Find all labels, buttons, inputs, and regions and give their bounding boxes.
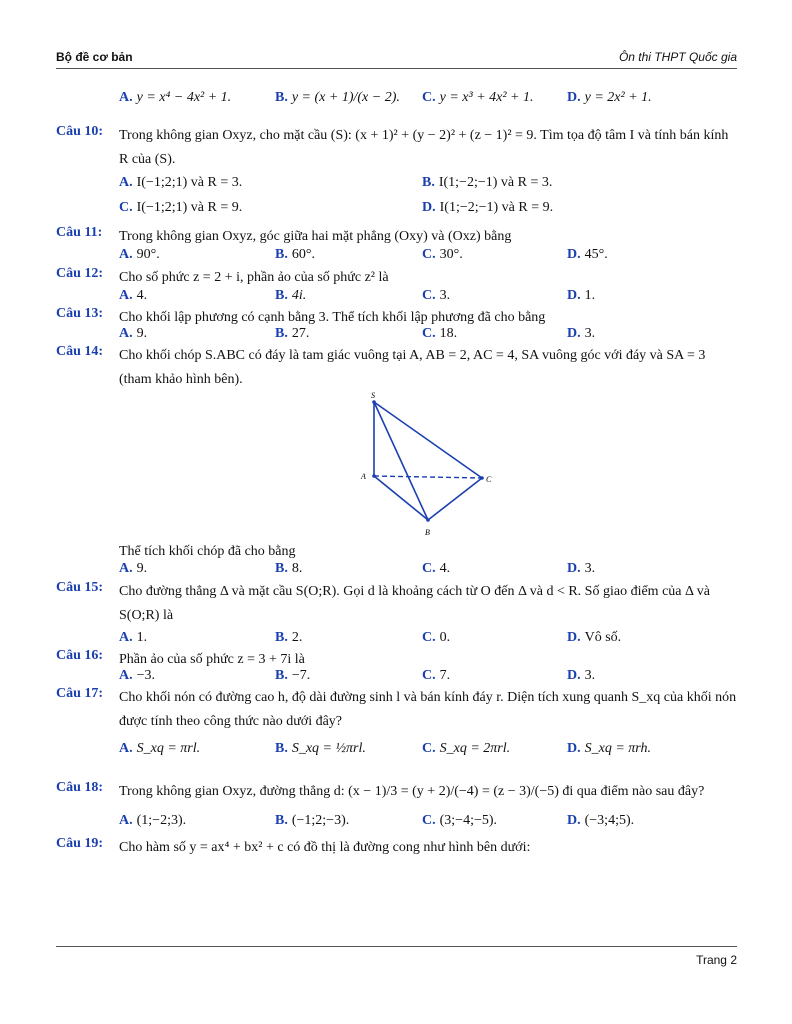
- edge-ac: [374, 476, 482, 478]
- pyramid-figure: [355, 390, 505, 540]
- label-a: A: [361, 472, 366, 481]
- edge-sb: [374, 402, 428, 520]
- point-b: [426, 518, 430, 522]
- edge-bc: [428, 478, 482, 520]
- option-a: A. y = x⁴ − 4x² + 1.: [119, 90, 232, 105]
- page-number: Trang 2: [696, 953, 737, 967]
- header-left: Bộ đề cơ bản: [56, 50, 133, 64]
- point-s: [372, 400, 376, 404]
- option-d: D. I(1;−2;−1) và R = 9.: [422, 200, 554, 215]
- page-footer: [56, 946, 737, 967]
- point-c: [480, 476, 484, 480]
- option-b: B. I(1;−2;−1) và R = 3.: [422, 175, 553, 190]
- option-a: A. I(−1;2;1) và R = 3.: [119, 175, 243, 190]
- option-c: C. I(−1;2;1) và R = 9.: [119, 200, 243, 215]
- option-b: B. y = (x + 1)/(x − 2).: [275, 90, 400, 105]
- header-right: Ôn thi THPT Quốc gia: [618, 50, 737, 64]
- question-label: Câu 10:: [56, 124, 104, 139]
- edge-sc: [374, 402, 482, 478]
- label-c: C: [486, 475, 492, 484]
- edge-ab: [374, 476, 428, 520]
- label-b: B: [425, 528, 430, 537]
- question-text: Trong không gian Oxyz, cho mặt cầu (S): (x + 1)² + (y − 2)² + (z − 1)² = 9. Tìm tọa độ tâm I và tính bán kính R của (S).: [119, 128, 729, 167]
- label-s: S: [371, 391, 375, 400]
- page-header: [56, 48, 737, 69]
- option-d: D. y = 2x² + 1.: [567, 90, 652, 105]
- option-c: C. y = x³ + 4x² + 1.: [422, 90, 534, 105]
- point-a: [372, 474, 376, 478]
